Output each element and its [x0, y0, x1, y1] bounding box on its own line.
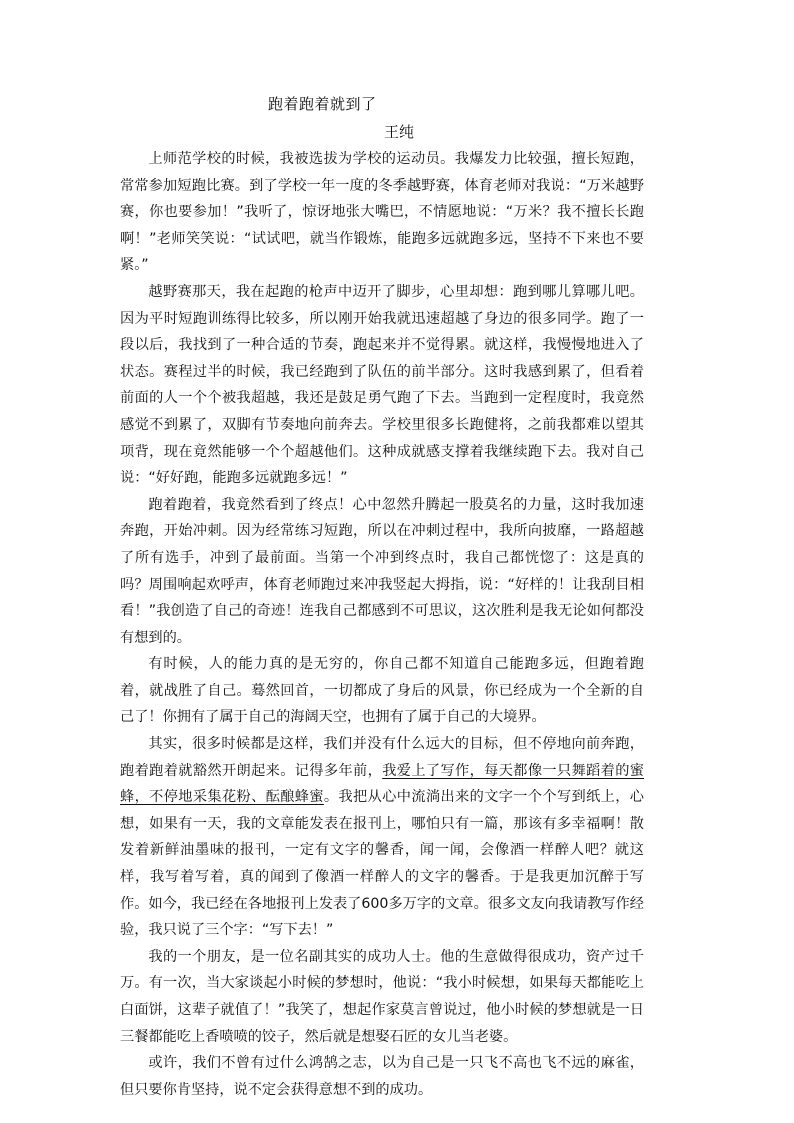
article-author: 王纯	[384, 123, 415, 141]
paragraph-3: 跑着跑着，我竟然看到了终点！心中忽然升腾起一股莫名的力量，这时我加速奔跑，开始冲刺。因为经常练习短跑，所以在冲刺过程中，我所向披靡，一路超越了所有选手，冲到了最前面。当第一个冲到终点时，我自己都恍惚了：这是真的吗？周围响起欢呼声，体育老师跑过来冲我竖起大拇指，说：“好样的！让我刮目相看！”我创造了自己的奇迹！连我自己都感到不可思议，这次胜利是我无论如何都没有想到的。	[120, 496, 644, 646]
paragraph-7: 或许，我们不曾有过什么鸿鹄之志，以为自己是一只飞不高也飞不远的麻雀，但只要你肯坚持，说不定会获得意想不到的成功。	[120, 1055, 644, 1098]
paragraph-1: 上师范学校的时候，我被选拔为学校的运动员。我爆发力比较强，擅长短跑，常常参加短跑比赛。到了学校一年一度的冬季越野赛，体育老师对我说：“万米越野赛，你也要参加！”我听了，惊讶地张大嘴巴，不情愿地说：“万米？我不擅长长跑啊！”老师笑笑说：“试试吧，就当作锻炼，能跑多远就跑多远，坚持不下来也不要紧。”	[120, 151, 644, 274]
article-body	[120, 146, 644, 1103]
article-title: 跑着跑着就到了	[268, 95, 377, 113]
paragraph-4: 有时候，人的能力真的是无穷的，你自己都不知道自己能跑多远，但跑着跑着，就战胜了自己。蓦然回首，一切都成了身后的风景，你已经成为一个全新的自己了！你拥有了属于自己的海阔天空，也拥有了属于自己的大境界。	[120, 656, 644, 726]
paragraph-5	[120, 731, 644, 944]
paragraph-2: 越野赛那天，我在起跑的枪声中迈开了脚步，心里却想：跑到哪儿算哪儿吧。因为平时短跑训练得比较多，所以刚开始我就迅速超越了身边的很多同学。跑了一段以后，我找到了一种合适的节奏，跑起来并不觉得累。就这样，我慢慢地进入了状态。赛程过半的时候，我已经跑到了队伍的前半部分。这时我感到累了，但看着前面的人一个个被我超越，我还是鼓足勇气跑了下去。当跑到一定程度时，我竟然感觉不到累了，双脚有节奏地向前奔去。学校里很多长跑健将，之前我都难以望其项背，现在竟然能够一个个超越他们。这种成就感支撑着我继续跑下去。我对自己说：“好好跑，能跑多远就跑多远！”	[120, 283, 644, 487]
paragraph-5-before: 其实，很多时候都是这样，我们并没有什么远大的目标，但不停地向前奔跑，跑着跑着就豁然开朗起来。记得多年前，	[120, 736, 644, 779]
paragraph-5-after: 。我把从心中流淌出来的文字一个个写到纸上，心想，如果有一天，我的文章能发表在报刊上，哪怕只有一篇，那该有多幸福啊！散发着新鲜油墨味的报刊，一定有文字的馨香，闻一闻，会像酒一样醉人吧？就这样，我写着写着，真的闻到了像酒一样醉人的文字的馨香。于是我更加沉醉于写作。如今，我已经在各地报刊上发表了600多万字的文章。很多文友向我请教写作经验，我只说了三个字：“写下去！”	[120, 789, 644, 939]
paragraph-6: 我的一个朋友，是一位名副其实的成功人士。他的生意做得很成功，资产过千万。有一次，当大家谈起小时候的梦想时，他说：“我小时候想，如果每天都能吃上白面饼，这辈子就值了！”我笑了，想起作家莫言曾说过，他小时候的梦想就是一日三餐都能吃上香喷喷的饺子，然后就是想娶石匠的女儿当老婆。	[120, 948, 644, 1045]
underlined-sentence: 我爱上了写作，每天都像一只舞蹈着的蜜蜂，不停地采集花粉、酝酿蜂蜜	[120, 762, 644, 806]
